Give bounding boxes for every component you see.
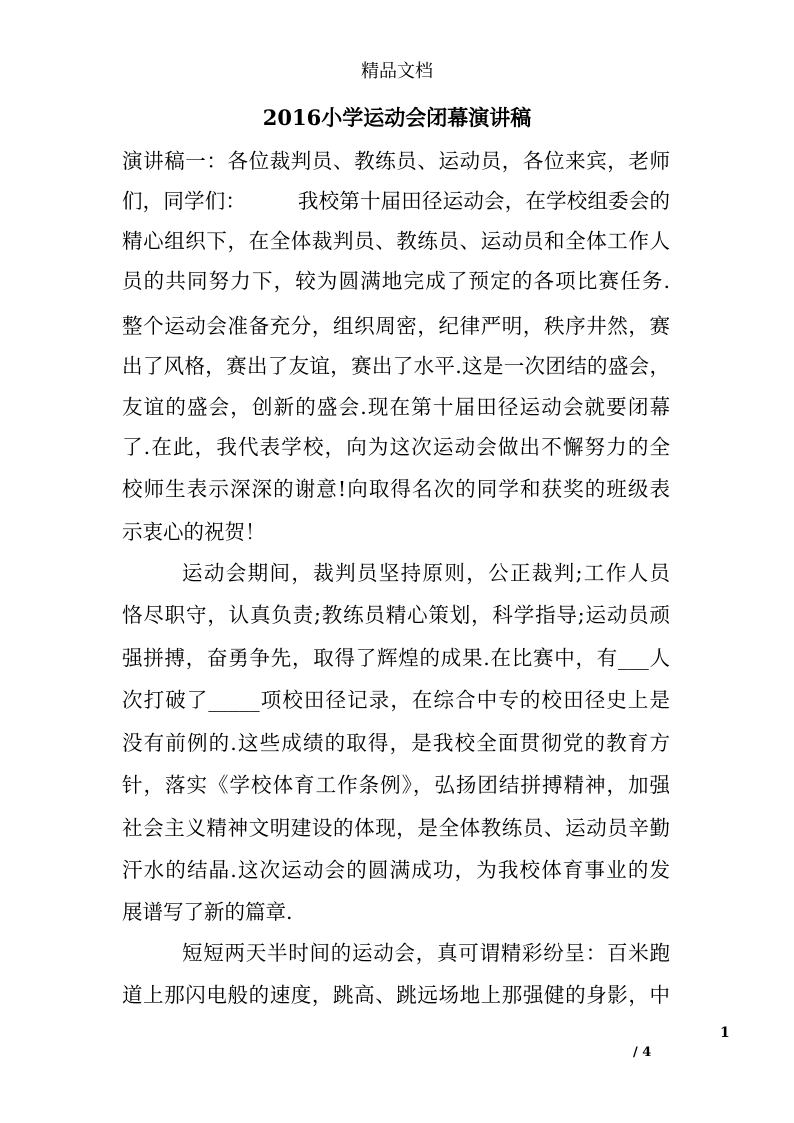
body-line: 次打破了_____项校田径记录，在综合中专的校田径史上是	[122, 688, 670, 712]
body-line: 校师生表示深深的谢意!向取得名次的同学和获奖的班级表	[122, 477, 670, 501]
body-line: 整个运动会准备充分，组织周密，纪律严明，秩序井然，赛	[122, 314, 670, 338]
body-line: 恪尽职守，认真负责;教练员精心策划，科学指导;运动员顽	[122, 603, 670, 627]
body-line: 友谊的盛会，创新的盛会.现在第十届田径运动会就要闭幕	[122, 395, 670, 419]
page-number: 1	[720, 1025, 730, 1041]
body-line: 社会主义精神文明建设的体现，是全体教练员、运动员辛勤	[122, 816, 670, 840]
body-line: 了.在此，我代表学校，向为这次运动会做出不懈努力的全	[122, 435, 670, 459]
body-line: 示衷心的祝贺！	[122, 520, 266, 544]
document-title: 2016小学运动会闭幕演讲稿	[262, 105, 532, 130]
header-label: 精品文档	[361, 61, 433, 82]
body-line: 短短两天半时间的运动会，真可谓精彩纷呈：百米跑	[182, 941, 670, 965]
body-line: 出了风格，赛出了友谊，赛出了水平.这是一次团结的盛会，	[122, 354, 670, 378]
body-line: 精心组织下，在全体裁判员、教练员、运动员和全体工作人	[122, 229, 670, 253]
body-line: 演讲稿一：各位裁判员、教练员、运动员，各位来宾，老师	[122, 149, 670, 173]
body-line: 针，落实《学校体育工作条例》，弘扬团结拼搏精神，加强	[122, 773, 670, 797]
body-line: 道上那闪电般的速度，跳高、跳远场地上那强健的身影，中	[122, 983, 670, 1007]
page-total: / 4	[633, 1045, 652, 1060]
body-line: 员的共同努力下，较为圆满地完成了预定的各项比赛任务.	[122, 269, 670, 293]
body-line: 们，同学们： 我校第十届田径运动会，在学校组委会的	[122, 189, 670, 213]
body-line: 运动会期间，裁判员坚持原则，公正裁判;工作人员	[182, 561, 670, 585]
body-line: 汗水的结晶.这次运动会的圆满成功，为我校体育事业的发	[122, 858, 670, 882]
body-line: 没有前例的.这些成绩的取得，是我校全面贯彻党的教育方	[122, 731, 670, 755]
body-line: 强拼搏，奋勇争先，取得了辉煌的成果.在比赛中，有___人	[122, 646, 670, 670]
body-line: 展谱写了新的篇章.	[122, 900, 293, 924]
